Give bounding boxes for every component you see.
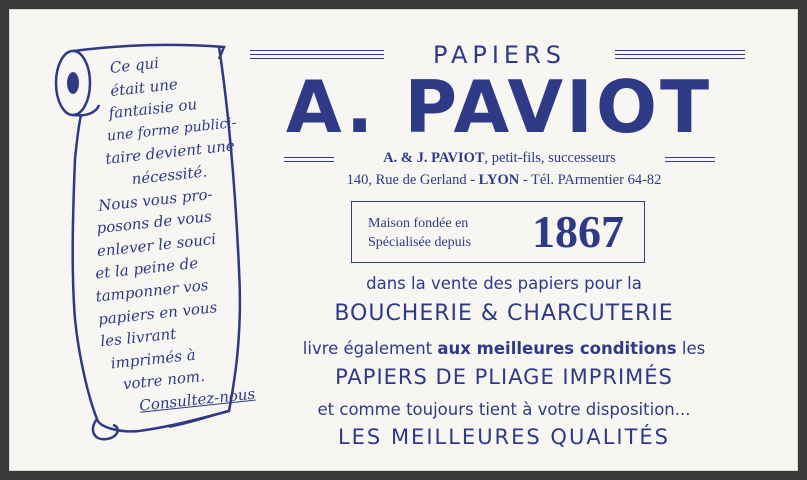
brand-name: A. PAVIOT xyxy=(285,65,713,149)
scroll-line: les livrant xyxy=(99,324,178,351)
scroll-line: papiers en vous xyxy=(97,297,219,329)
address-city: LYON xyxy=(478,172,520,188)
advertising-card xyxy=(9,9,798,471)
decorative-rule xyxy=(615,58,745,59)
body-line-1: dans la vente des papiers pour la xyxy=(366,274,642,293)
successors-text: , petit-fils, successeurs xyxy=(484,150,616,166)
scroll-line: et la peine de xyxy=(94,254,200,283)
address-phone: - Tél. PArmentier 64-82 xyxy=(519,172,662,188)
founded-year: 1867 xyxy=(532,206,624,257)
decorative-rule xyxy=(250,58,384,59)
scroll-line: une forme publici- xyxy=(106,114,238,145)
body-line-5: et comme toujours tient à votre disposition... xyxy=(317,400,691,419)
address-street: 140, Rue de Gerland - xyxy=(346,172,479,188)
body-line-3-a: livre également xyxy=(302,339,438,358)
scroll-line: votre nom. xyxy=(122,367,206,394)
specialised-line: Spécialisée depuis xyxy=(368,235,472,250)
scroll-line: tamponner vos xyxy=(94,275,210,306)
decorative-rule xyxy=(250,50,384,51)
decorative-rule xyxy=(665,157,715,158)
founded-line: Maison fondée en xyxy=(368,216,469,231)
founded-box xyxy=(351,201,645,263)
decorative-rule xyxy=(284,157,334,158)
scroll-line: taire devient une xyxy=(104,136,236,169)
body-line-3-bold: aux meilleures conditions xyxy=(437,339,677,358)
papiers-label: PAPIERS xyxy=(433,41,566,69)
scroll-line: Nous vous pro- xyxy=(97,184,214,215)
scroll-line: nécessité. xyxy=(130,162,208,189)
decorative-rule xyxy=(615,50,745,51)
successors-line xyxy=(334,150,665,167)
scroll-line: enlever le souci xyxy=(96,229,217,261)
body-line-3-b: les xyxy=(676,339,706,358)
scroll-line: était une xyxy=(109,74,179,100)
scroll-line: Ce qui xyxy=(109,53,160,77)
scroll-line: posons de vous xyxy=(95,207,213,238)
successors-names: A. & J. PAVIOT xyxy=(383,150,485,166)
scroll-line: Consultez-nous xyxy=(138,384,256,415)
address-line xyxy=(269,172,739,189)
body-line-4: PAPIERS DE PLIAGE IMPRIMÉS xyxy=(335,365,673,389)
scroll-line: imprimés à xyxy=(109,345,197,373)
body-line-2: BOUCHERIE & CHARCUTERIE xyxy=(334,301,674,326)
scroll-line: fantaisie ou xyxy=(107,95,198,123)
decorative-rule xyxy=(250,54,384,55)
founded-text xyxy=(368,214,471,252)
decorative-rule xyxy=(615,54,745,55)
decorative-rule xyxy=(284,161,334,162)
body-line-6: LES MEILLEURES QUALITÉS xyxy=(337,425,671,449)
decorative-rule xyxy=(665,161,715,162)
body-line-3 xyxy=(279,339,729,358)
